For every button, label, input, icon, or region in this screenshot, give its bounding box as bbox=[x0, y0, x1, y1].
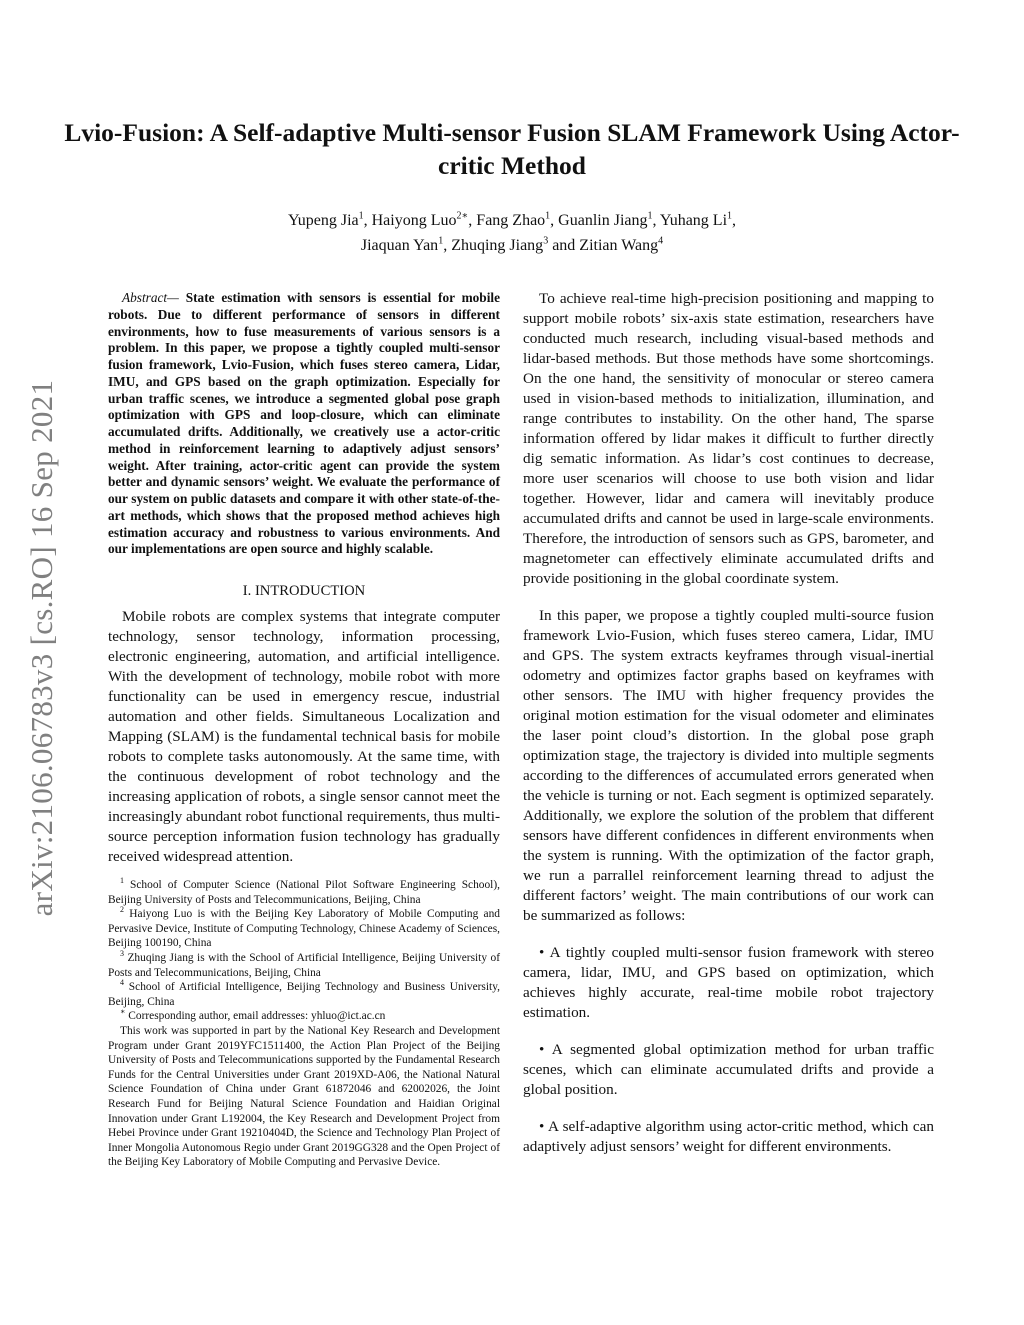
author: Zhuqing Jiang$^3$ bbox=[451, 235, 549, 254]
author: Zitian Wang$^4$ bbox=[579, 235, 664, 254]
author: Yupeng Jia$^1$ bbox=[287, 210, 364, 229]
arxiv-identifier: arXiv:2106.06783v3 [cs.RO] 16 Sep 2021 bbox=[24, 379, 59, 917]
footnote: $^1$ School of Computer Science (National Pilot Software Engineering School), Beijing University of Posts and Telecommunications, Beijing, China bbox=[108, 876, 500, 906]
footnote: $^3$ Zhuqing Jiang is with the School of Artificial Intelligence, Beijing University of Posts and Telecommunications, Beijing, China bbox=[108, 949, 500, 979]
footnote: $^2$ Haiyong Luo is with the Beijing Key Laboratory of Mobile Computing and Pervasive Device, Institute of Computing Technology, Chinese Academy of Sciences, Beijing 100190, China bbox=[108, 905, 500, 950]
footnote: $^4$ School of Artificial Intelligence, Beijing Technology and Business University, Beijing, China bbox=[108, 978, 500, 1008]
funding-note: This work was supported in part by the National Key Research and Development Program under Grant 2019YFC1511400, the Action Plan Project of the Beijing University of Posts and Telecommunications supported by the Fundamental Research Funds for the Central Universities under Grant 2019XD-A06, the National Natural Science Foundation of China under Grant 61872046 and 62002026, the Joint Research Fund for Beijing Natural Science Foundation and Haidian Original Innovation under Grant L192004, the Key Research and Development Project from Hebei Province under Grant 19210404D, the Science and Technology Plan Project of Inner Mongolia Autonomous Regio under Grant 2019GG328 and the Open Project of the Beijing Key Laboratory of Mobile Computing and Pervasive Device. bbox=[108, 1024, 500, 1169]
intro-paragraph: Mobile robots are complex systems that integrate computer technology, sensor technology, information processing, electronic engineering, automation, and artificial intelligence. With the development of technology, mobile robot with more functionality can be used in emergency rescue, industrial automation and other fields. Simultaneous Localization and Mapping (SLAM) is the fundamental technical basis for mobile robots to complete tasks autonomously. At the same time, with the continuous development of robot technology and the increasing application of robots, a single sensor cannot meet the increasingly abundant robot functional requirements, thus multi-source perception information fusion technology has gradually received widespread attention. bbox=[108, 608, 500, 865]
author: Jiaquan Yan$^1$ bbox=[360, 235, 444, 254]
paper-title: Lvio-Fusion: A Self-adaptive Multi-sensor Fusion SLAM Framework Using Actor-critic Method bbox=[64, 118, 960, 180]
author: Yuhang Li$^1$ bbox=[659, 210, 733, 229]
author: Haiyong Luo$^{2∗}$ bbox=[371, 210, 469, 229]
paragraph: In this paper, we propose a tightly coupled multi-source fusion framework Lvio-Fusion, which fuses stereo camera, Lidar, IMU and GPS. The system extracts keyframes through visual-inertial odometry and optimizes factor graphs based on keyframes with other sensors. The IMU with higher frequency provides the original motion estimation for the visual odometer and eliminates the laser point cloud’s distortion. In the global pose graph optimization stage, the trajectory is divided into multiple segments according to the differences of accumulated errors generated when the vehicle is turning or not. Each segment is optimized separately. Additionally, we explore the solution of the problem that different sensors have different confidences in different environments when the system is running. With the optimization of the factor graph, we run a parrallel reinforcement learning thread to adjust the different factors’ weight. The main contributions of our work can be summarized as follows: bbox=[523, 607, 934, 924]
contribution-item: • A tightly coupled multi-sensor fusion framework with stereo camera, lidar, IMU, and GPS based on optimization, which achieves highly accurate, real-time mobile robot trajectory estimation. bbox=[523, 944, 934, 1021]
abstract-text: State estimation with sensors is essential for mobile robots. Due to different performance of sensors in different environments, how to fuse measurements of various sensors is a problem. In this paper, we propose a tightly coupled multi-sensor fusion framework, Lvio-Fusion, which fuses stereo camera, Lidar, IMU, and GPS based on the graph optimization. Especially for urban traffic scenes, we introduce a segmented global pose graph optimization with GPS and loop-closure, which can eliminate accumulated drifts. Additionally, we creatively use a actor-critic method in reinforcement learning to adaptively adjust sensors’ weight. After training, actor-critic agent can provide the system better and dynamic sensors’ weight. We evaluate the performance of our system on public datasets and compare it with other state-of-the-art methods, which shows that the proposed method achieves high estimation accuracy and robustness to various environments. And our implementations are open source and highly scalable. bbox=[108, 290, 500, 557]
footnotes bbox=[108, 878, 500, 1170]
author: Guanlin Jiang$^1$ bbox=[558, 210, 653, 229]
contribution-item: • A self-adaptive algorithm using actor-critic method, which can adaptively adjust sensors’ weight for different environments. bbox=[523, 1118, 934, 1155]
section-heading-introduction: I. INTRODUCTION bbox=[242, 583, 366, 599]
abstract-label: Abstract— bbox=[122, 290, 179, 305]
footnote: ∗ Corresponding author, email addresses: yhluo@ict.ac.cn bbox=[120, 1007, 386, 1023]
right-column bbox=[523, 289, 934, 1174]
contribution-item: • A segmented global optimization method for urban traffic scenes, which can eliminate accumulated drifts and provide a global position. bbox=[523, 1041, 934, 1098]
author-list: Yupeng Jia$^1$, Haiyong Luo$^{2∗}$, Fang Zhao$^1$, Guanlin Jiang$^1$, Yuhang Li$^1$, Jiaquan Yan$^1$, Zhuqing Jiang$^3$ and Zitian Wang$^4$ bbox=[287, 210, 737, 254]
paragraph: To achieve real-time high-precision positioning and mapping to support mobile robots’ six-axis state estimation, researchers have conducted much research, including visual-based methods and lidar-based methods. But those methods have some shortcomings. On the one hand, the sensitivity of monocular or stereo camera used in vision-based methods to initialization, illumination, and range contributes to instability. On the other hand, The sparse information offered by lidar makes it difficult to further directly dig sematic information. As lidar’s cost continues to decrease, more user scenarios will choose to use both vision and lidar together. However, lidar and camera will inevitably produce accumulated drifts and cannot be used in large-scale environments. Therefore, the introduction of sensors such as GPS, barometer, and magnetometer can effectively eliminate accumulated drifts and provide positioning in the global coordinate system. bbox=[523, 290, 934, 587]
abstract bbox=[108, 290, 500, 558]
author: Fang Zhao$^1$ bbox=[476, 210, 551, 229]
